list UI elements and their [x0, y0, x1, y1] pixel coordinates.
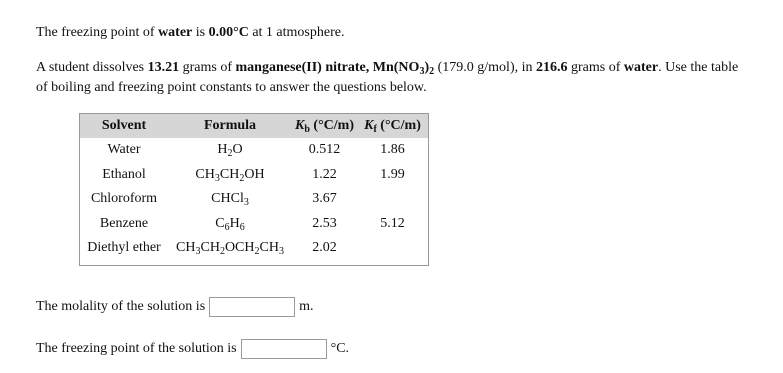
cell-kf [357, 187, 428, 212]
cell-formula: $H_2O$ [217, 142, 243, 160]
intro-text [36, 25, 344, 41]
problem-statement-line1 [36, 60, 738, 76]
cell-solvent: Chloroform [90, 191, 158, 207]
cell-formula: CHCl$_3$ [211, 191, 249, 209]
solvent-name: water [623, 60, 659, 75]
table-row [80, 236, 428, 261]
molality-question [36, 297, 314, 317]
solute-name: manganese(II) nitrate, $Mn(NO_3)_2$ [235, 60, 435, 77]
problem-part: grams of [179, 60, 236, 75]
cell-solvent: Diethyl ether [87, 240, 161, 256]
intro-part: The freezing point of [36, 25, 159, 40]
molality-unit: m. [299, 299, 314, 314]
cell-formula: $C_6H_6$ [215, 215, 245, 233]
header-kb: $K_b$ (°C/m) [292, 114, 357, 138]
cell-kf: 1.99 [380, 166, 405, 182]
freezing-point-unit: °C. [330, 341, 350, 356]
header-kf: $K_f$ (°C/m) [357, 114, 428, 138]
cell-solvent: Benzene [99, 215, 149, 231]
table-row [80, 163, 428, 188]
solute-mass: 13.21 [147, 60, 180, 75]
cell-kb: 2.02 [312, 240, 337, 256]
freezing-point-label: The freezing point of the solution is [36, 341, 237, 356]
intro-temperature: 0.00°C [208, 25, 249, 40]
cell-formula: $CH_3CH_2OCH_2CH_3$ [176, 240, 284, 258]
problem-part: grams of [567, 60, 624, 75]
table-row [80, 187, 428, 212]
freezing-point-input[interactable] [241, 339, 327, 359]
cell-formula: $CH_3CH_2OH$ [195, 166, 265, 184]
cell-kb: 1.22 [312, 166, 337, 182]
table-header-row [80, 114, 428, 138]
solvent-mass: 216.6 [536, 60, 568, 75]
table-row [80, 138, 428, 163]
cell-kf: 5.12 [380, 215, 405, 231]
intro-part: at 1 atmosphere. [248, 25, 345, 40]
header-solvent: Solvent [80, 114, 168, 138]
cell-kb: 0.512 [308, 142, 341, 158]
header-formula: Formula [168, 114, 292, 138]
cell-kb: 3.67 [312, 191, 337, 207]
constants-table [79, 113, 429, 266]
problem-part: A student dissolves [36, 60, 148, 75]
molality-label: The molality of the solution is [36, 299, 206, 314]
table-row [80, 212, 428, 237]
problem-part: (179.0 g/mol), in [434, 60, 536, 75]
cell-kb: 2.53 [312, 215, 337, 231]
freezing-point-question [36, 339, 349, 359]
intro-part: is [192, 25, 209, 40]
problem-part: . Use the table [658, 60, 739, 75]
cell-kf: 1.86 [380, 142, 405, 158]
molality-input[interactable] [209, 297, 295, 317]
intro-water: water [158, 25, 193, 40]
problem-statement-line2: of boiling and freezing point constants to answer the questions below. [36, 80, 427, 95]
cell-solvent: Water [107, 142, 141, 158]
cell-kf [357, 236, 428, 261]
cell-solvent: Ethanol [102, 166, 146, 182]
